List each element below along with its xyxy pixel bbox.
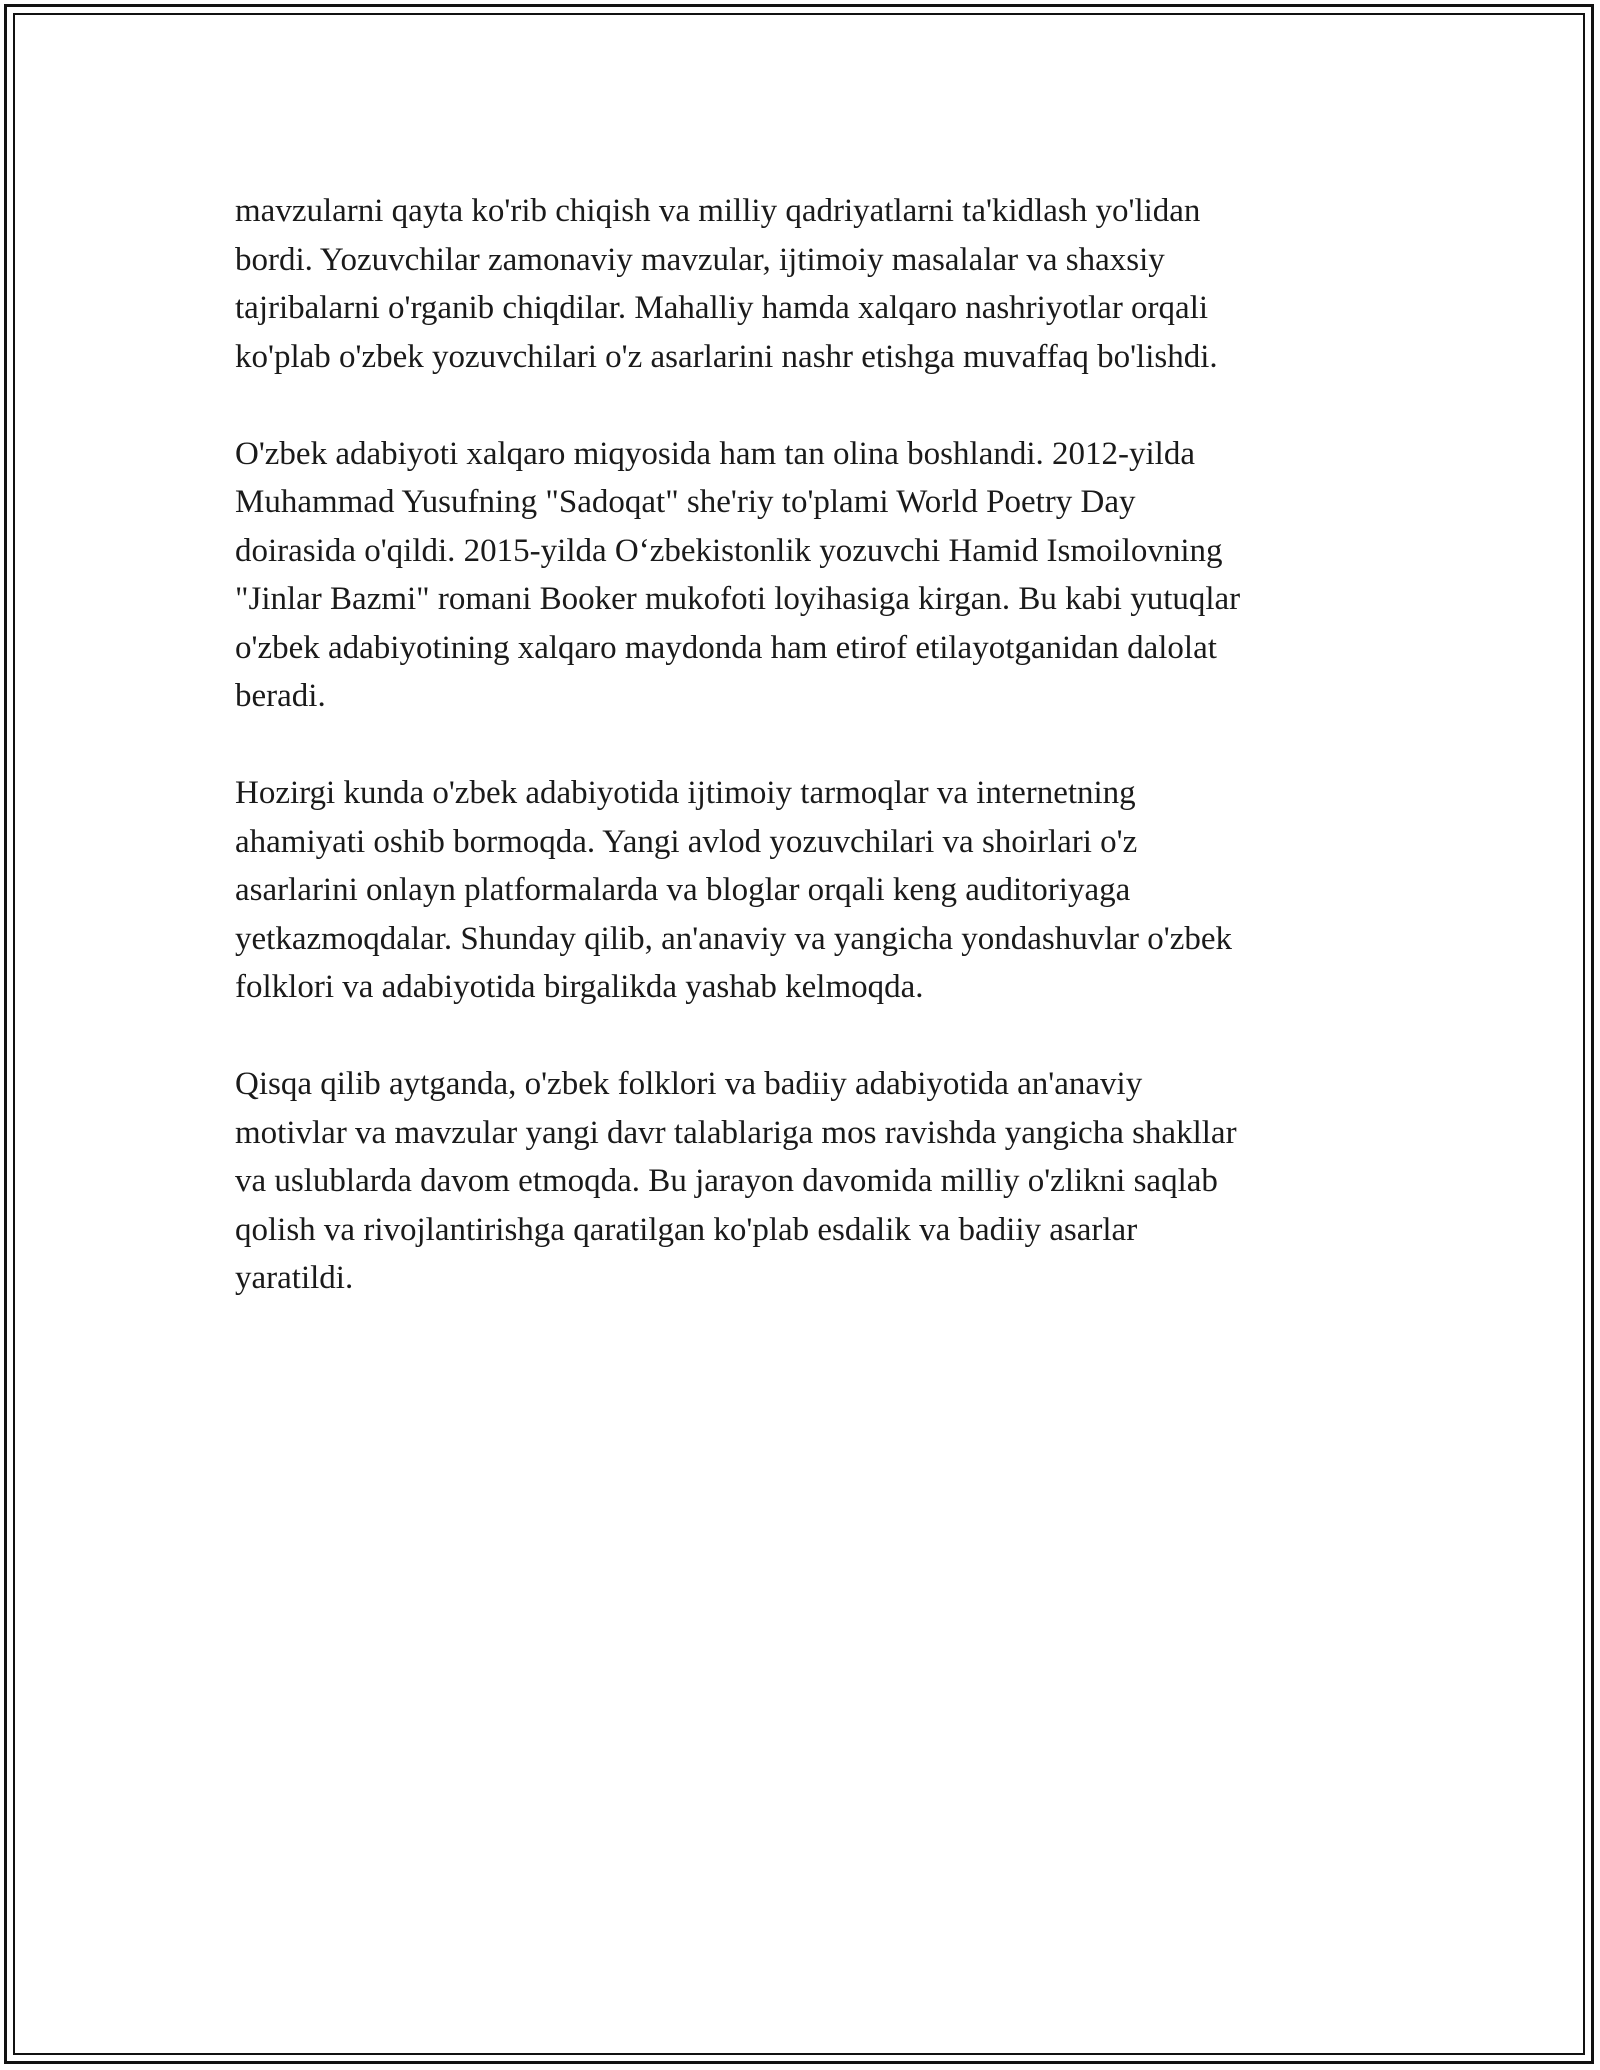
document-body <box>235 187 1365 1351</box>
paragraph-3: Hozirgi kunda o'zbek adabiyotida ijtimoiy tarmoqlar va internetning ahamiyati oshib bormoqda. Yangi avlod yozuvchilari va shoirlari o'z asarlarini onlayn platformalarda va bloglar orqali keng auditoriyaga yetkazmoqdalar. Shunday qilib, an'anaviy va yangicha yondashuvlar o'zbek folklori va adabiyotida birgalikda yashab kelmoqda. <box>235 775 1233 1005</box>
paragraph-2: O'zbek adabiyoti xalqaro miqyosida ham tan olina boshlandi. 2012-yilda Muhammad Yusufning "Sadoqat" she'riy to'plami World Poetry Day doirasida o'qildi. 2015-yilda O‘zbekistonlik yozuvchi Hamid Ismoilovning "Jinlar Bazmi" romani Booker mukofoti loyihasiga kirgan. Bu kabi yutuqlar o'zbek adabiyotining xalqaro maydonda ham etirof etilayotganidan dalolat beradi. <box>235 435 1241 714</box>
paragraph-1: mavzularni qayta ko'rib chiqish va milliy qadriyatlarni ta'kidlash yo'lidan bordi. Yozuvchilar zamonaviy mavzular, ijtimoiy masalalar va shaxsiy tajribalarni o'rganib chiqdilar. Mahalliy hamda xalqaro nashriyotlar orqali ko'plab o'zbek yozuvchilari o'z asarlarini nashr etishga muvaffaq bo'lishdi. <box>235 193 1218 375</box>
paragraph-4: Qisqa qilib aytganda, o'zbek folklori va badiiy adabiyotida an'anaviy motivlar va mavzular yangi davr talablariga mos ravishda yangicha shakllar va uslublarda davom etmoqda. Bu jarayon davomida milliy o'zlikni saqlab qolish va rivojlantirishga qaratilgan ko'plab esdalik va badiiy asarlar yaratildi. <box>235 1066 1237 1296</box>
